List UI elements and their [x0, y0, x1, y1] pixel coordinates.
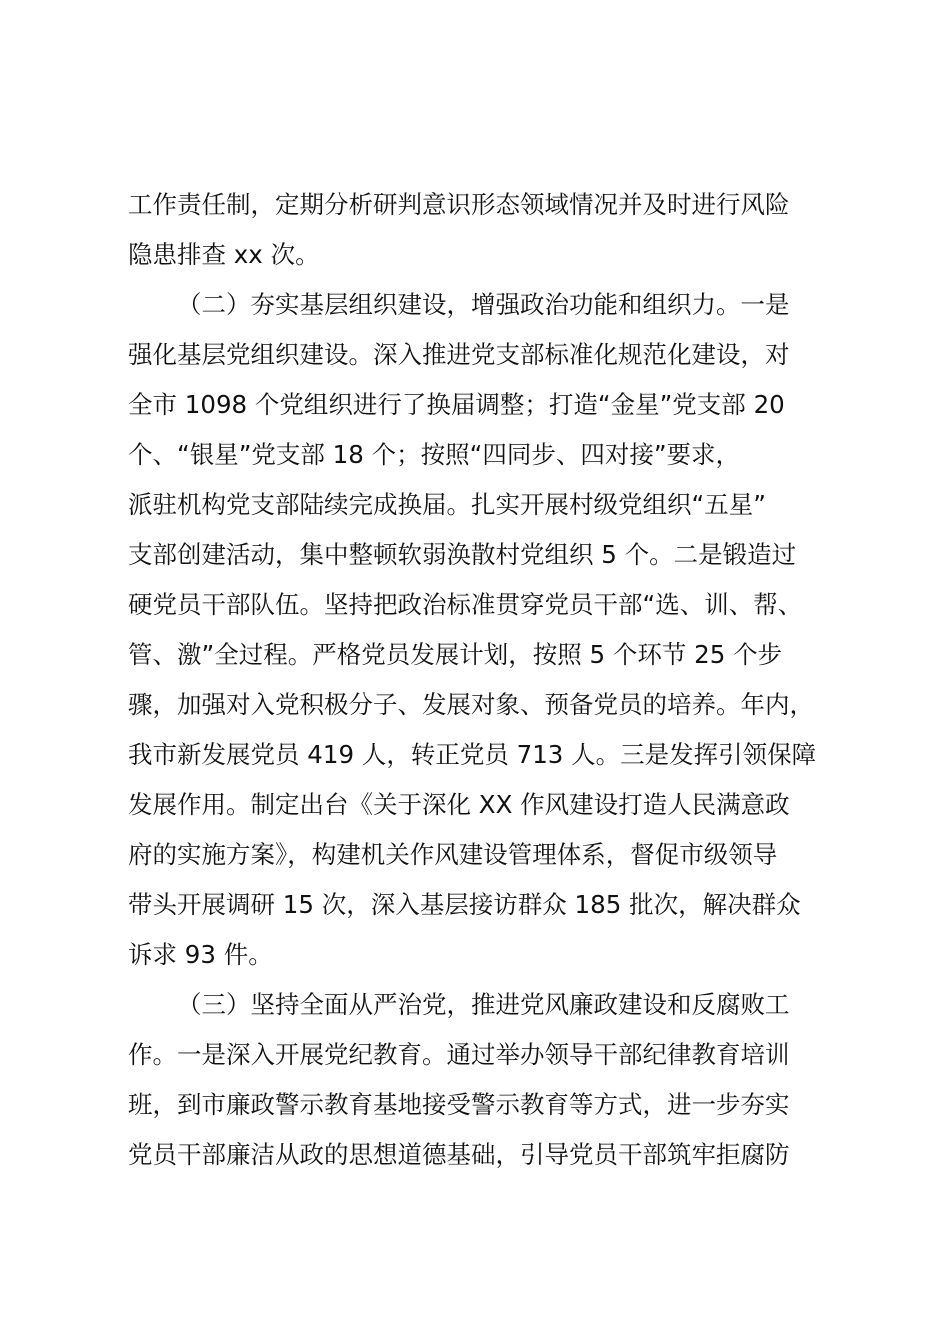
text-line: 骤，加强对入党积极分子、发展对象、预备党员的培养。年内， [128, 690, 814, 719]
paragraph-heading-3: （三）坚持全面从严治党，推进党风廉政建设和反腐败工 [177, 990, 790, 1019]
text-line: 作。一是深入开展党纪教育。通过举办领导干部纪律教育培训 [128, 1040, 790, 1069]
paragraph-heading-2: （二）夯实基层组织建设，增强政治功能和组织力。一是 [177, 290, 790, 319]
text-line: 带头开展调研 15 次，深入基层接访群众 185 批次，解决群众 [128, 890, 801, 919]
text-line: 个、“银星”党支部 18 个；按照“四同步、四对接”要求， [128, 440, 741, 469]
text-line: 班，到市廉政警示教育基地接受警示教育等方式，进一步夯实 [128, 1090, 790, 1119]
text-line: 府的实施方案》，构建机关作风建设管理体系，督促市级领导 [128, 840, 778, 869]
text-line: 全市 1098 个党组织进行了换届调整；打造“金星”党支部 20 [128, 390, 785, 419]
text-line: 管、激”全过程。严格党员发展计划，按照 5 个环节 25 个步 [128, 640, 783, 669]
text-line: 诉求 93 件。 [128, 940, 273, 969]
text-line: 我市新发展党员 419 人，转正党员 713 人。三是发挥引领保障 [128, 740, 817, 769]
text-line: 强化基层党组织建设。深入推进党支部标准化规范化建设，对 [128, 340, 790, 369]
text-line: 支部创建活动，集中整顿软弱涣散村党组织 5 个。二是锻造过 [128, 540, 797, 569]
text-line: 硬党员干部队伍。坚持把政治标准贯穿党员干部“选、训、帮、 [128, 590, 803, 619]
text-line: 党员干部廉洁从政的思想道德基础，引导党员干部筑牢拒腐防 [128, 1140, 790, 1169]
text-line: 派驻机构党支部陆续完成换届。扎实开展村级党组织“五星” [128, 490, 766, 519]
text-line: 发展作用。制定出台《关于深化 XX 作风建设打造人民满意政 [128, 790, 790, 819]
text-line: 工作责任制，定期分析研判意识形态领域情况并及时进行风险 [128, 190, 790, 219]
text-line: 隐患排查 xx 次。 [128, 240, 320, 269]
